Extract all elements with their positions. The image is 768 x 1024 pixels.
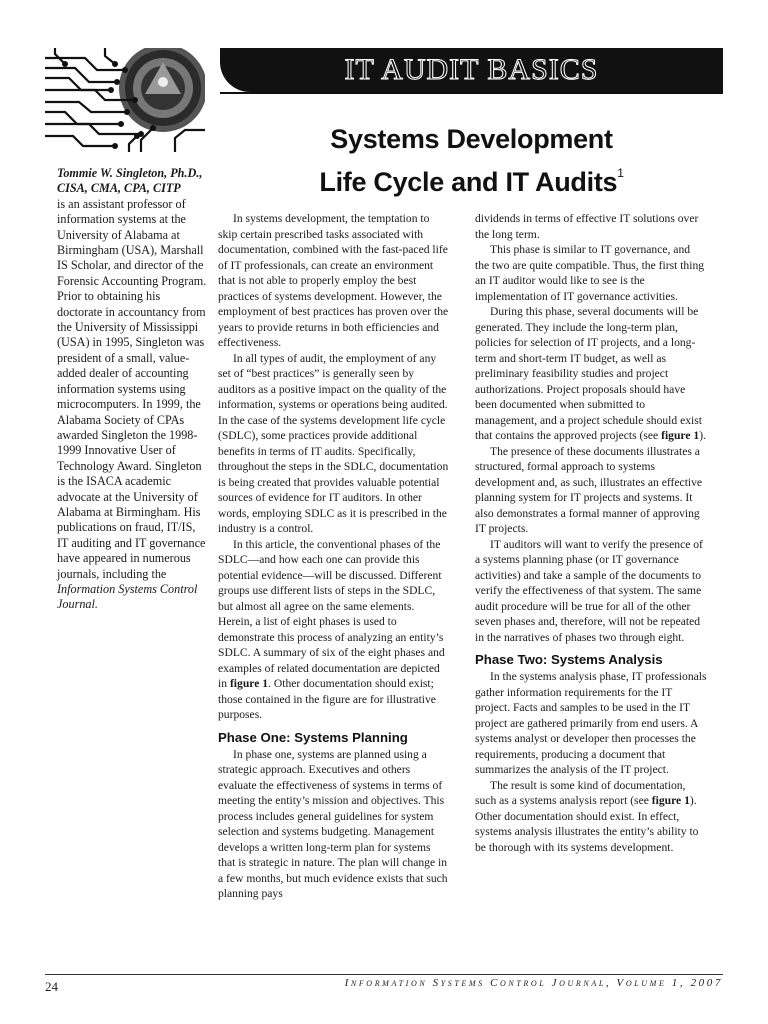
section-banner-title: IT AUDIT BASICS bbox=[344, 53, 599, 86]
figure-reference: figure 1 bbox=[661, 429, 700, 442]
paragraph: In the systems analysis phase, IT professionals gather information requirements for the IT project. Facts and samples to be used in the IT project are gathered primarily from end users. A systems analyst or developer then processes the requirements, producing a document that summarizes the analysis of the IT project. bbox=[475, 670, 707, 776]
paragraph: In all types of audit, the employment of any set of “best practices” is generally seen by auditors as a positive impact on the quality of the information, systems or operations being audited. In the case of the systems development life cycle (SDLC), some practices provide additional benefits in terms of IT audits. Specifically, throughout the steps in the SDLC, documentation is being created that provides valuable potential sources of evidence for IT auditors. In other words, employing SDLC as it is prescribed in the industry is a control. bbox=[218, 351, 449, 535]
page-number: 24 bbox=[45, 979, 58, 994]
paragraph bbox=[475, 778, 707, 856]
article-column-1 bbox=[218, 211, 450, 902]
article-title-line2-wrap bbox=[220, 156, 723, 199]
article-title bbox=[220, 122, 723, 199]
paragraph-text: In this article, the conventional phases of the SDLC—and how each one can provide this potential evidence—will be discussed. Different groups use different lists of steps in the SDLC, but almost all agree on the same elements. Herein, a list of eight phases is used to demonstrate this process of analyzing an entity’s SDLC. A summary of six of the eight phases and examples of related documentation are depicted in bbox=[218, 537, 445, 690]
journal-footer: Information Systems Control Journal, Volume 1, 2007 bbox=[344, 977, 723, 989]
author-name: Tommie W. Singleton, Ph.D., bbox=[57, 166, 203, 180]
paragraph: In systems development, the temptation to skip certain prescribed tasks associated with documentation, combined with the fast-paced life of IT professionals, can create an environment that is not able to properly employ the best practices of systems development. However, the employment of best practices has proven over the years to provide returns in both efficiencies and effectiveness. bbox=[218, 212, 449, 349]
figure-reference: figure 1 bbox=[229, 677, 269, 690]
author-bio-text: is an assistant professor of information systems at the University of Alabama at Birmingham (USA), Marshall IS Scholar, and director of the Forensic Accounting Program. Prior to obtaining his doctorate in accountancy from the University of Mississippi (USA) in 1995, Singleton was president of a small, value-added dealer of accounting information systems using microcomputers. In 1999, the Alabama Society of CPAs awarded Singleton the 1998-1999 Innovative User of Technology Award. Singleton is the ISACA academic advocate at the University of Alabama at Birmingham. His publications on fraud, IT/IS, IT auditing and IT governance have appeared in numerous journals, including the bbox=[57, 196, 207, 581]
paragraph-text: ). Other documentation should exist. In effect, systems analysis illustrates the entity’s ability to be thorough with its systems development. bbox=[475, 794, 699, 854]
article-column-2 bbox=[475, 211, 707, 855]
author-bio-journal: Information Systems Control Journal. bbox=[57, 581, 198, 612]
circuit-seal-graphic bbox=[45, 48, 205, 152]
author-credentials: CISA, CMA, CPA, CITP bbox=[57, 181, 181, 196]
paragraph bbox=[218, 537, 450, 723]
paragraph-text: During this phase, several documents will be generated. They include the long-term plan, policies for selection of IT projects, and a long-term and short-term IT budget, as well as preliminary feasibility studies and project authorizations. Project proposals should have been documented when submitted to management, and a project schedule should exist that contains the approved projects (see bbox=[475, 305, 702, 442]
section-banner bbox=[220, 48, 723, 92]
paragraph-text: ). bbox=[699, 429, 706, 442]
article-title-line2: Life Cycle and IT Audits bbox=[319, 167, 618, 197]
paragraph: The presence of these documents illustrates a structured, formal approach to systems development and, as such, illustrates an effective planning system for IT projects and systems. It also demonstrates a formal manner of approving IT projects. bbox=[475, 444, 703, 535]
section-heading-phase-one: Phase One: Systems Planning bbox=[218, 729, 408, 745]
figure-reference: figure 1 bbox=[651, 794, 690, 807]
footnote-mark: 1 bbox=[617, 166, 624, 180]
paragraph: dividends in terms of effective IT solutions over the long term. bbox=[475, 212, 699, 241]
paragraph: This phase is similar to IT governance, and the two are quite compatible. Thus, the first thing an IT auditor would like to see is the implementation of IT governance activities. bbox=[475, 243, 705, 303]
paragraph-text: The result is some kind of documentation, such as a systems analysis report (see bbox=[475, 778, 686, 807]
author-bio bbox=[57, 166, 207, 613]
paragraph: IT auditors will want to verify the presence of a systems planning phase (or IT governance activities) and take a sample of the documents to verify the effectiveness of that system. The same audit procedure will be true for all of the other seven phases and, therefore, will not be repeated in the narratives of phases two through eight. bbox=[475, 537, 703, 644]
circuit-seal-illustration bbox=[45, 48, 205, 152]
article-title-line1: Systems Development bbox=[330, 124, 613, 154]
paragraph: In phase one, systems are planned using a strategic approach. Executives and others evaluate the effectiveness of systems in terms of meeting the entity’s mission and objectives. This process includes general guidelines for system selection and systems budgeting. Management develops a written long-term plan for systems that is strategic in nature. The plan will change in a few months, but much evidence exists that such planning pays bbox=[218, 747, 448, 900]
section-heading-phase-two: Phase Two: Systems Analysis bbox=[475, 652, 663, 667]
paragraph-text: . Other documentation should exist; those contained in the figure are for illustrative purposes. bbox=[218, 677, 436, 721]
banner-divider bbox=[220, 92, 723, 94]
footer-rule bbox=[45, 974, 723, 975]
paragraph bbox=[475, 304, 707, 444]
